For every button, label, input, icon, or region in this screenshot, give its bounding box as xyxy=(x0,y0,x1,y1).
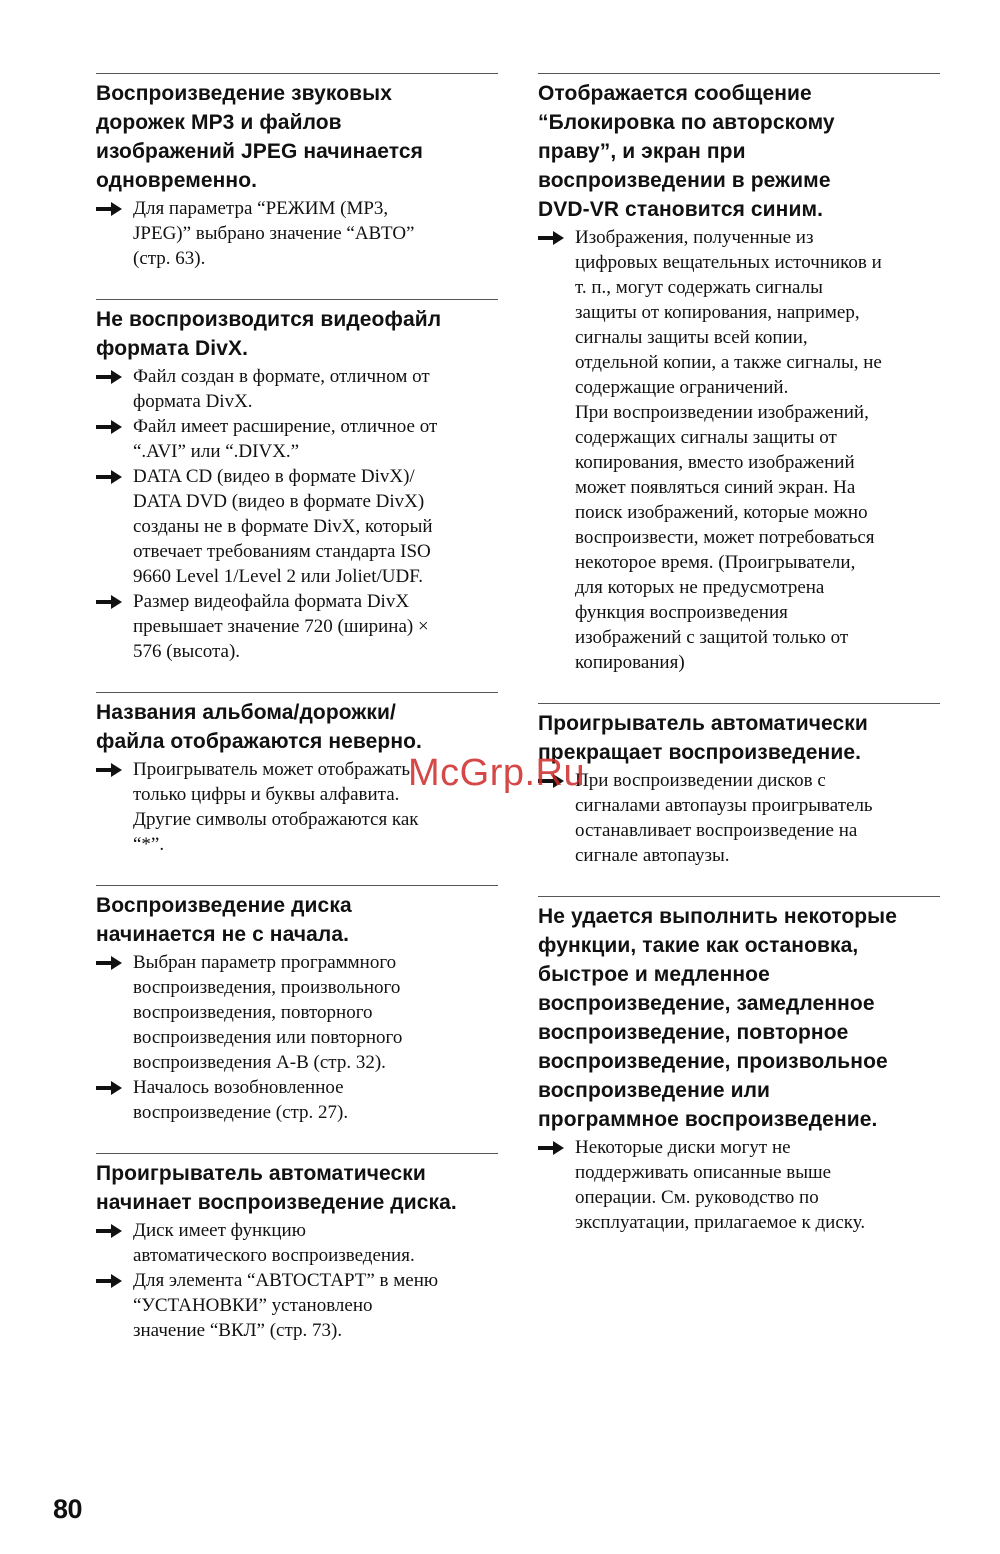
troubleshooting-section xyxy=(96,885,498,1125)
arrow-right-icon xyxy=(96,464,133,489)
troubleshooting-section xyxy=(538,896,940,1235)
section-heading: Названия альбома/дорожки/ файла отображаются неверно. xyxy=(96,701,422,753)
section-heading: Отображается сообщение “Блокировка по авторскому праву”, и экран при воспроизведении в режиме DVD-VR становится синим. xyxy=(538,82,835,221)
solution-item xyxy=(96,589,498,664)
solution-item xyxy=(96,757,498,857)
solution-text: Для параметра “РЕЖИМ (MP3, JPEG)” выбрано значение “АВТО” (стр. 63). xyxy=(133,198,415,269)
troubleshooting-section xyxy=(538,703,940,868)
section-heading: Не воспроизводится видеофайл формата DivX. xyxy=(96,308,442,360)
troubleshooting-section xyxy=(96,692,498,857)
troubleshooting-section xyxy=(96,1153,498,1343)
solution-item xyxy=(96,950,498,1075)
arrow-right-icon xyxy=(96,414,133,439)
arrow-right-icon xyxy=(96,757,133,782)
solution-text: При воспроизведении дисков с сигналами автопаузы проигрыватель останавливает воспроизведение на сигнале автопаузы. xyxy=(575,770,873,866)
solution-text: Некоторые диски могут не поддерживать описанные выше операции. См. руководство по эксплуатации, прилагаемое к диску. xyxy=(575,1137,866,1233)
arrow-right-icon xyxy=(96,950,133,975)
arrow-right-icon xyxy=(96,196,133,221)
solution-text: Диск имеет функцию автоматического воспроизведения. xyxy=(133,1220,415,1266)
section-heading: Проигрыватель автоматически начинает воспроизведение диска. xyxy=(96,1162,457,1214)
section-heading: Проигрыватель автоматически прекращает воспроизведение. xyxy=(538,712,868,764)
section-heading: Воспроизведение звуковых дорожек MP3 и файлов изображений JPEG начинается одновременно. xyxy=(96,82,423,192)
solution-text: Файл имеет расширение, отличное от “.AVI” или “.DIVX.” xyxy=(133,416,438,462)
section-heading: Не удается выполнить некоторые функции, такие как остановка, быстрое и медленное воспроизведение, замедленное воспроизведение, повторное воспроизведение, произвольное воспроизведение или программное воспроизведение. xyxy=(538,905,897,1131)
solution-item xyxy=(538,1135,940,1235)
arrow-right-icon xyxy=(96,589,133,614)
solution-text: Выбран параметр программного воспроизведения, произвольного воспроизведения, повторного воспроизведения или повторного воспроизведения A-B (стр. 32). xyxy=(133,952,403,1073)
page-number: 80 xyxy=(53,1494,83,1524)
arrow-right-icon xyxy=(538,1135,575,1160)
watermark: McGrp.Ru xyxy=(408,752,586,794)
solution-item xyxy=(96,1268,498,1343)
solution-text: Файл создан в формате, отличном от формата DivX. xyxy=(133,366,430,412)
arrow-right-icon xyxy=(538,225,575,250)
solution-text: Началось возобновленное воспроизведение (стр. 27). xyxy=(133,1077,349,1123)
solution-text: Проигрыватель может отображать только цифры и буквы алфавита. Другие символы отображаются как “*”. xyxy=(133,759,419,855)
troubleshooting-section xyxy=(538,73,940,675)
arrow-right-icon xyxy=(96,1268,133,1293)
troubleshooting-section xyxy=(96,73,498,271)
section-heading: Воспроизведение диска начинается не с начала. xyxy=(96,894,352,946)
solution-item xyxy=(96,364,498,414)
solution-item xyxy=(96,1218,498,1268)
arrow-right-icon xyxy=(96,1075,133,1100)
solution-item xyxy=(538,225,940,675)
solution-item xyxy=(96,464,498,589)
right-column xyxy=(538,73,940,1235)
arrow-right-icon xyxy=(96,364,133,389)
solution-text: DATA CD (видео в формате DivX)/ DATA DVD (видео в формате DivX) созданы не в формате DivX, который отвечает требованиям стандарта ISO 9660 Level 1/Level 2 или Joliet/UDF. xyxy=(133,466,433,587)
left-column xyxy=(96,73,498,1343)
solution-text: Размер видеофайла формата DivX превышает значение 720 (ширина) × 576 (высота). xyxy=(133,591,429,662)
solution-item xyxy=(96,414,498,464)
solution-text: Изображения, полученные из цифровых вещательных источников и т. п., могут содержать сигналы защиты от копирования, например, сигналы защиты всей копии, отдельной копии, а также сигналы, не содержащие ограничений. При воспроизведении изображений, содержащих сигналы защиты от копирования, вместо изображений может появляться синий экран. На поиск изображений, которые можно воспроизвести, может потребоваться некоторое время. (Проигрыватели, для которых не предусмотрена функция воспроизведения изображений с защитой только от копирования) xyxy=(575,227,882,673)
solution-item xyxy=(96,196,498,271)
arrow-right-icon xyxy=(538,768,575,793)
solution-text: Для элемента “АВТОСТАРТ” в меню “УСТАНОВКИ” установлено значение “ВКЛ” (стр. 73). xyxy=(133,1270,439,1341)
arrow-right-icon xyxy=(96,1218,133,1243)
troubleshooting-section xyxy=(96,299,498,664)
solution-item xyxy=(96,1075,498,1125)
solution-item xyxy=(538,768,940,868)
